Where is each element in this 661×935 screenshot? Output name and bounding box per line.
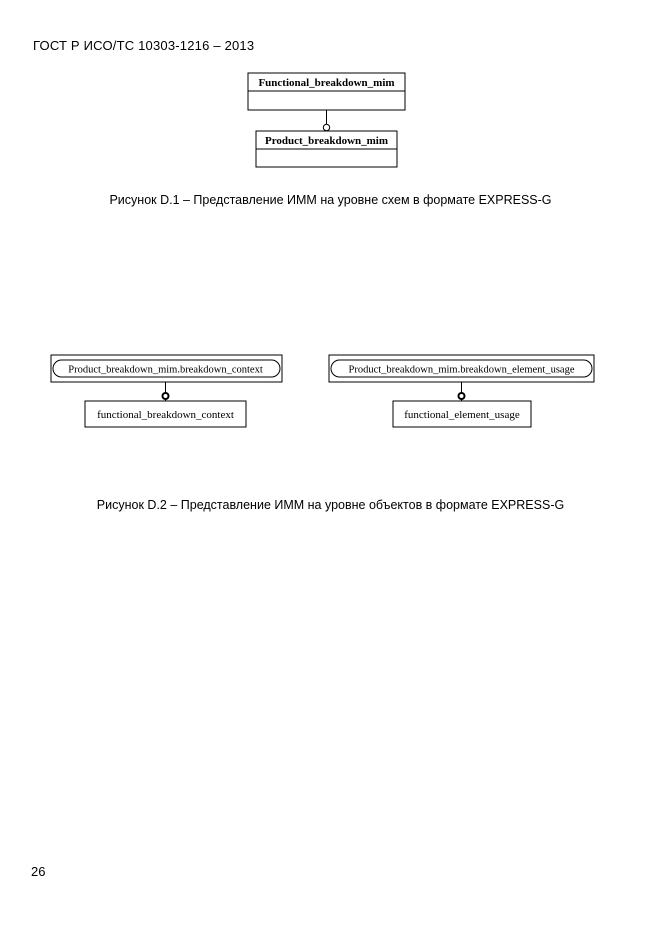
schema-name-product-breakdown-mim: Product_breakdown_mim: [264, 135, 389, 147]
reference-end-circle: [323, 124, 329, 130]
entity-functional-breakdown-context: functional_breakdown_context: [97, 409, 234, 421]
schema-box-product-breakdown-mim: [256, 131, 397, 167]
ref-entity-breakdown-element-usage: Product_breakdown_mim.breakdown_element_usage: [348, 364, 575, 376]
figure-d2-right-diagram: [329, 355, 594, 427]
schema-name-functional-breakdown-mim: Functional_breakdown_mim: [258, 77, 395, 89]
figure-d1-caption: Рисунок D.1 – Представление ИММ на уровне схем в формате EXPRESS-G: [109, 193, 552, 207]
entity-functional-element-usage: functional_element_usage: [404, 409, 520, 421]
schema-box-functional-breakdown-mim: [248, 73, 405, 110]
document-header: ГОСТ Р ИСО/ТС 10303-1216 – 2013: [33, 38, 255, 53]
subtype-circle-right: [459, 393, 465, 399]
subtype-circle-left: [163, 393, 169, 399]
figure-d1-diagram: [248, 73, 405, 167]
ref-entity-breakdown-context: Product_breakdown_mim.breakdown_context: [68, 364, 263, 376]
page-number: 26: [31, 864, 46, 879]
figure-d2-caption: Рисунок D.2 – Представление ИММ на уровне объектов в формате EXPRESS-G: [96, 498, 565, 512]
figure-d2-left-diagram: [51, 355, 282, 427]
